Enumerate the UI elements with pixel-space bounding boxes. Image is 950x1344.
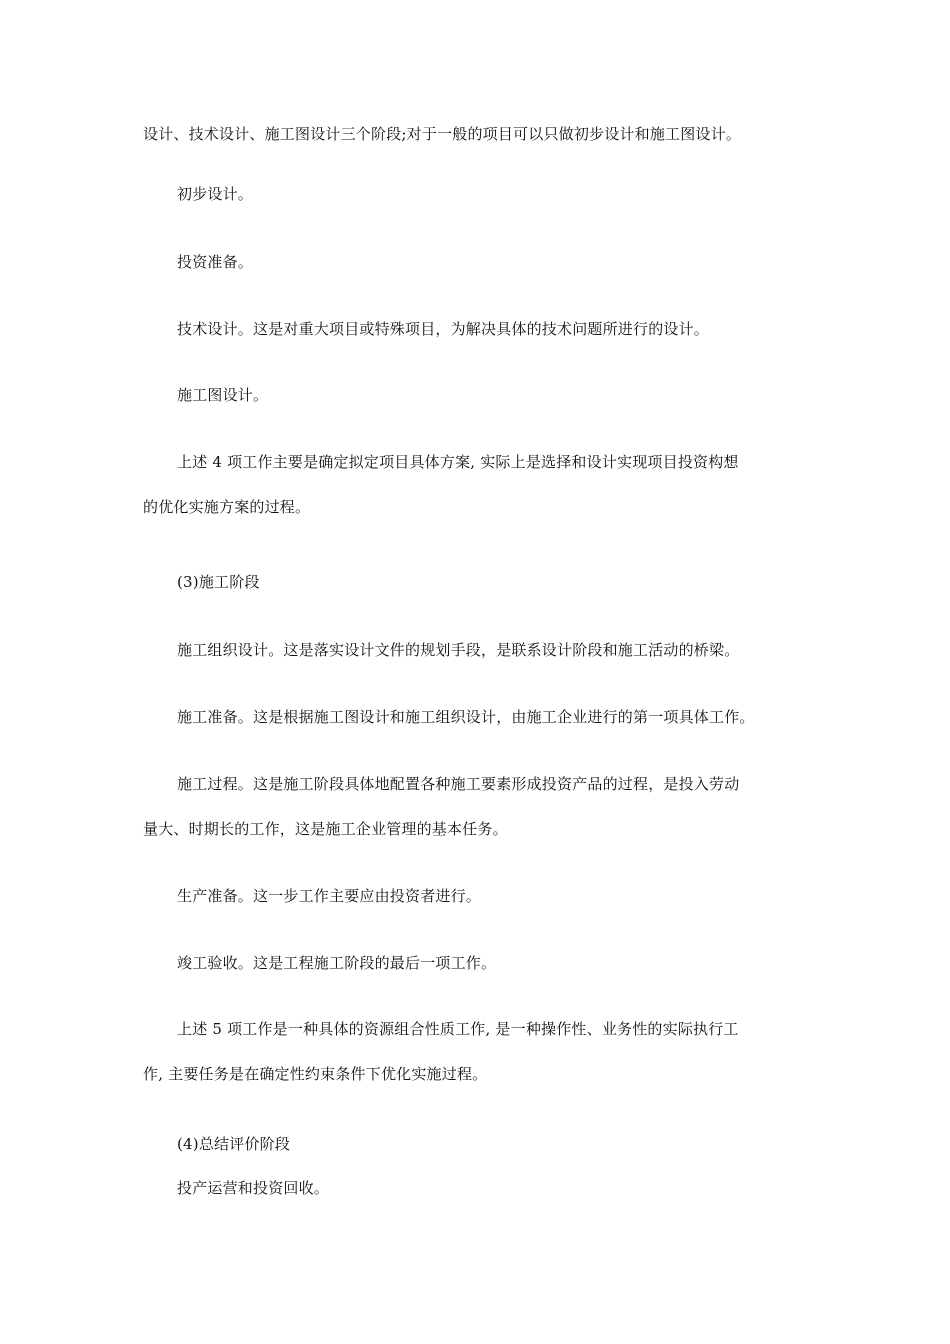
text-line: 作, 主要任务是在确定性约束条件下优化实施过程。 bbox=[143, 1065, 488, 1083]
text-line: 竣工验收。这是工程施工阶段的最后一项工作。 bbox=[177, 954, 497, 972]
text-line: 量大、时期长的工作，这是施工企业管理的基本任务。 bbox=[143, 820, 508, 838]
text-line: 的优化实施方案的过程。 bbox=[143, 498, 311, 516]
section-heading: (4)总结评价阶段 bbox=[177, 1135, 291, 1153]
text-line: 设计、技术设计、施工图设计三个阶段;对于一般的项目可以只做初步设计和施工图设计。 bbox=[143, 125, 742, 143]
text-line: 投资准备。 bbox=[177, 253, 254, 271]
text-line: 初步设计。 bbox=[177, 185, 254, 203]
text-line: 施工图设计。 bbox=[177, 386, 269, 404]
text-line: 技术设计。这是对重大项目或特殊项目，为解决具体的技术问题所进行的设计。 bbox=[177, 320, 710, 338]
text-line: 投产运营和投资回收。 bbox=[177, 1179, 330, 1197]
text-line: 生产准备。这一步工作主要应由投资者进行。 bbox=[177, 887, 482, 905]
text-line: 施工准备。这是根据施工图设计和施工组织设计，由施工企业进行的第一项具体工作。 bbox=[177, 708, 755, 726]
text-line: 施工组织设计。这是落实设计文件的规划手段，是联系设计阶段和施工活动的桥梁。 bbox=[177, 641, 740, 659]
section-heading: (3)施工阶段 bbox=[177, 573, 260, 591]
text-line: 上述 5 项工作是一种具体的资源组合性质工作, 是一种操作性、业务性的实际执行工 bbox=[177, 1020, 739, 1038]
text-line: 上述 4 项工作主要是确定拟定项目具体方案, 实际上是选择和设计实现项目投资构想 bbox=[177, 453, 739, 471]
text-line: 施工过程。这是施工阶段具体地配置各种施工要素形成投资产品的过程，是投入劳动 bbox=[177, 775, 740, 793]
